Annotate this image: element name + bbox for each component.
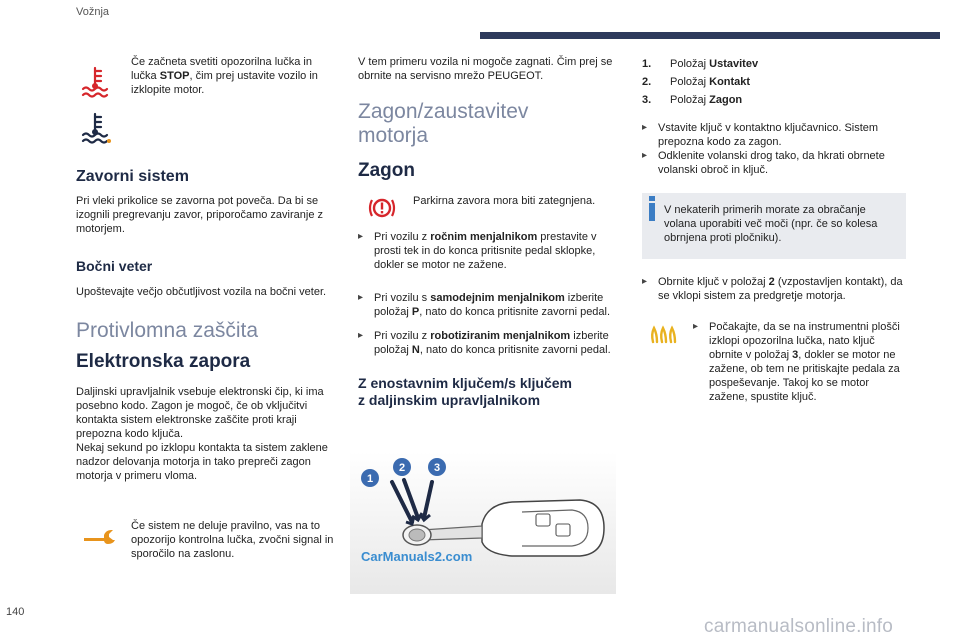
sidewind-text: Upoštevajte večjo občutljivost vozila na bočni veter.: [76, 286, 327, 298]
key-position-3: 3. Položaj Zagon: [642, 94, 743, 106]
info-text: V nekaterih primerih morate za obračanje volana uporabiti več moči (npr. če so kolesa obrnjena proti pločniku).: [664, 204, 878, 244]
warning-stop-block: [76, 55, 338, 107]
key-section-title: Z enostavnim ključem/s ključem z daljinskim upravljalnikom: [358, 375, 572, 408]
preheat-glow-icon: [648, 324, 682, 346]
coolant-black-block: [76, 107, 338, 163]
watermark: CarManuals2.com: [361, 549, 473, 564]
start-stop-title: Zagon/zaustavitev motorja: [358, 100, 529, 147]
immobiliser-text-1: Daljinski upravljalnik vsebuje elektronski čip, ki ima posebno kodo. Zagon je mogoč, če ob vključitvi kontakta sistem elektronske zaščite proti kraji prepozna kodo ključa.: [76, 386, 324, 440]
bullet-manual: ▸ Pri vozilu z ročnim menjalnikom prestavite v prosti tek in do konca pritisnite pedal sklopke, dokler se motor ne zažene.: [358, 231, 597, 271]
step-insert-key: ▸ Vstavite ključ v kontaktno ključavnico. Sistem prepozna kodo za zagon.: [642, 122, 879, 148]
warning-stop-text: Če začneta svetiti opozorilna lučka in lučka STOP, čim prej ustavite vozilo in izklopite motor.: [131, 56, 318, 96]
column-right: [642, 55, 906, 404]
info-icon: [649, 196, 655, 201]
bullet-mark: ▸: [642, 150, 648, 161]
bullet-automatic: ▸ Pri vozilu s samodejnim menjalnikom izberite položaj P, nato do konca pritisnite zavorni pedal.: [358, 292, 611, 318]
key-position-badge-1: [361, 469, 379, 487]
page-number: 140: [6, 606, 25, 618]
key-positions-list: [642, 55, 906, 109]
system-fault-block: [76, 519, 338, 567]
header-bar: [480, 32, 940, 39]
starting-title: Zagon: [358, 160, 415, 181]
bullet-mark: ▸: [642, 122, 648, 133]
site-watermark[interactable]: carmanualsonline.info: [704, 616, 894, 637]
bullet-robotised: ▸ Pri vozilu z robotiziranim menjalnikom izberite položaj N, nato do konca pritisnite zavorni pedal.: [358, 330, 611, 356]
header-title: Vožnja: [76, 6, 110, 18]
bullet-mark: ▸: [358, 231, 364, 242]
sidewind-title: Bočni veter: [76, 258, 153, 274]
key-position-badge-2: [393, 458, 411, 476]
bullet-mark: ▸: [358, 292, 364, 303]
immobiliser-title: Elektronska zapora: [76, 351, 251, 372]
step-turn-to-2: ▸ Obrnite ključ v položaj 2 (vzpostavljen kontakt), da se vklopi sistem za predgretje motorja.: [642, 276, 903, 302]
system-fault-text: Če sistem ne deluje pravilno, vas na to opozorijo kontrolna lučka, zvočni signal in sporočilo na zaslonu.: [131, 520, 334, 560]
intro-text: V tem primeru vozila ni mogoče zagnati. Čim prej se obrnite na servisno mrežo PEUGEOT.: [358, 56, 613, 82]
coolant-temp-red-icon: [80, 65, 114, 99]
preheat-block: [642, 320, 906, 404]
step-wait-and-start: ▸ Počakajte, da se na instrumentni plošči izklopi opozorilna lučka, nato ključ obrnite v položaj 3, dokler se motor ne zažene, ob tem ne pritiskajte pedala za pospeševanje. Takoj ko se motor zažene, spustite ključ.: [693, 321, 900, 403]
key-fob-illustration: [342, 452, 618, 594]
braking-title: Zavorni sistem: [76, 168, 189, 185]
handbrake-text: Parkirna zavora mora biti zategnjena.: [413, 195, 596, 207]
column-middle: [358, 55, 620, 409]
step-unlock-column: ▸ Odklenite volanski drog tako, da hkrati obrnete volanski obroč in ključ.: [642, 150, 885, 176]
coolant-temp-black-icon: [80, 111, 114, 145]
antitheft-title: Protivlomna zaščita: [76, 319, 259, 342]
key-position-2: 2. Položaj Kontakt: [642, 76, 751, 88]
bullet-mark: ▸: [642, 276, 648, 287]
svg-text:2: 2: [398, 462, 406, 474]
braking-text: Pri vleki prikolice se zavorna pot poveča. Da bi se izognili pregrevanju zavor, priporočamo zaviranje z motorjem.: [76, 195, 324, 235]
warning-circle-icon: [367, 196, 397, 220]
wrench-icon: [82, 527, 116, 547]
immobiliser-text-2: Nekaj sekund po izklopu kontakta ta sistem zaklene nadzor delovanja motorja in tako prepreči zagon motorja v primeru vloma.: [76, 442, 328, 482]
column-left: [76, 55, 338, 567]
svg-text:3: 3: [433, 462, 441, 474]
info-icon-bar: [649, 203, 655, 221]
bullet-mark: ▸: [693, 321, 699, 332]
handbrake-block: [358, 194, 620, 226]
bullet-mark: ▸: [358, 330, 364, 341]
svg-text:1: 1: [366, 473, 374, 485]
key-position-badge-3: [428, 458, 446, 476]
info-box: [642, 193, 906, 259]
key-position-1: 1. Položaj Ustavitev: [642, 58, 759, 70]
